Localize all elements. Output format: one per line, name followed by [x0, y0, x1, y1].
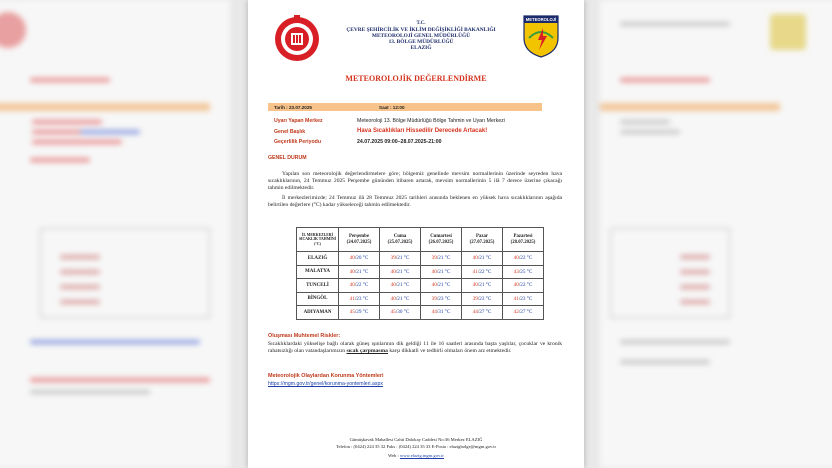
table-temp-cell — [421, 306, 462, 320]
table-temp-cell — [503, 279, 544, 293]
max-temp: 40 — [349, 282, 355, 289]
min-temp: 21 — [438, 268, 444, 275]
table-city-cell: TUNCELİ — [297, 279, 339, 293]
temp-separator: / — [477, 282, 480, 289]
blurred-line — [30, 390, 150, 394]
blurred-line — [30, 78, 110, 82]
temp-separator: / — [518, 255, 521, 262]
temp-unit: °C — [485, 268, 492, 275]
max-temp: 39 — [431, 255, 437, 262]
min-temp: 23 — [356, 295, 362, 302]
blurred-line — [30, 340, 200, 344]
temp-separator: / — [436, 295, 439, 302]
temp-unit: °C — [403, 282, 410, 289]
temp-separator: / — [477, 268, 480, 275]
temp-unit: °C — [526, 268, 533, 275]
temp-separator: / — [354, 268, 357, 275]
blurred-cell — [60, 285, 100, 289]
temp-separator: / — [436, 255, 439, 262]
day-header — [462, 228, 503, 252]
footer-contact: Telefon : (0424) 224 35 32 Faks : (0424) 224 35 33 E-Posta : elazigbolge@mgm.gov.tr — [335, 444, 497, 449]
min-temp: 25 — [520, 268, 526, 275]
min-temp: 21 — [397, 255, 403, 262]
meta-label-center: Uyarı Yapan Merkez — [274, 118, 323, 124]
table-row — [297, 265, 544, 279]
temp-separator: / — [518, 309, 521, 316]
temp-separator: / — [477, 309, 480, 316]
max-temp: 40 — [472, 255, 478, 262]
blurred-background-document-left — [0, 0, 230, 468]
day-date: (24.07.2025) — [346, 239, 372, 245]
paragraph-general: Yapılan son meteorolojik değerlendirmelere göre; bölgemiz genelinde mevsim normallerinin üzerinde seyreden hava sıcaklıklarının, 24 Temmuz 2025 Perşembe gününden itibaren artarak, mevsim normallerinin 5 ilâ 7 derece üzerine çıkacağı tahmin edilmektedir. — [268, 171, 562, 191]
risks-emphasis: sıcak çarpmasına — [346, 347, 388, 354]
min-temp: 27 — [520, 309, 526, 316]
blurred-logo — [0, 12, 26, 48]
min-temp: 22 — [479, 268, 485, 275]
max-temp: 44 — [472, 309, 478, 316]
blurred-line — [30, 158, 90, 162]
footer-web-link[interactable]: www.elazig.mgm.gov.tr — [399, 453, 444, 458]
temp-separator: / — [436, 282, 439, 289]
temp-unit: °C — [485, 255, 492, 262]
table-temp-cell — [462, 306, 503, 320]
table-temp-cell — [339, 252, 380, 266]
table-row — [297, 306, 544, 320]
temp-unit: °C — [526, 255, 533, 262]
temp-separator: / — [436, 309, 439, 316]
temp-separator: / — [436, 268, 439, 275]
blurred-line — [620, 120, 670, 124]
general-situation-heading: GENEL DURUM — [268, 155, 307, 161]
issue-time: Saat : 12:00 — [379, 104, 405, 110]
day-date: (25.07.2025) — [387, 239, 413, 245]
temp-unit: °C — [485, 295, 492, 302]
day-header — [503, 228, 544, 252]
max-temp: 40 — [390, 282, 396, 289]
table-row — [297, 279, 544, 293]
table-row — [297, 292, 544, 306]
temp-unit: °C — [526, 295, 533, 302]
meta-value-period: 24.07.2025 09:00–28.07.2025-21:00 — [357, 139, 442, 145]
blurred-cell — [680, 255, 710, 259]
blurred-logo — [770, 14, 806, 50]
temperature-table — [296, 227, 544, 320]
table-city-cell: MALATYA — [297, 265, 339, 279]
day-name: Pazar — [476, 233, 488, 239]
temp-unit: °C — [403, 255, 410, 262]
temp-separator: / — [395, 268, 398, 275]
table-temp-cell — [421, 252, 462, 266]
blurred-line — [620, 340, 730, 344]
temp-separator: / — [518, 282, 521, 289]
footer-address: Gümüşkavak Mahallesi Cahit Dalokay Caddesi No:36 Merkez ELAZIĞ — [349, 437, 483, 442]
max-temp: 40 — [431, 282, 437, 289]
blurred-line — [32, 120, 102, 124]
table-row — [297, 252, 544, 266]
temp-unit: °C — [485, 282, 492, 289]
table-city-cell: ADIYAMAN — [297, 306, 339, 320]
meta-label-period: Geçerlilik Periyodu — [274, 139, 321, 145]
temp-unit: °C — [526, 309, 533, 316]
paragraph-forecast: İl merkezlerimizde; 24 Temmuz ilâ 28 Temmuz 2025 tarihleri arasında beklenen en yüksek hava sıcaklıklarının aşağıda belirtilen değerlere (°C) kadar yükseleceği tahmin edilmektedir. — [268, 195, 562, 208]
temp-unit: °C — [362, 255, 369, 262]
max-temp: 44 — [431, 309, 437, 316]
blurred-cell — [680, 285, 710, 289]
min-temp: 31 — [438, 309, 444, 316]
min-temp: 21 — [397, 268, 403, 275]
protection-heading: Meteorolojik Olaylardan Korunma Yöntemleri — [268, 373, 384, 379]
min-temp: 20 — [356, 255, 362, 262]
temp-separator: / — [354, 295, 357, 302]
table-temp-cell — [339, 265, 380, 279]
ministry-logo-icon — [274, 13, 320, 63]
temp-separator: / — [518, 268, 521, 275]
max-temp: 45 — [349, 309, 355, 316]
table-city-cell: ELAZIĞ — [297, 252, 339, 266]
table-temp-cell — [380, 265, 421, 279]
protection-link[interactable]: https://mgm.gov.tr/genel/korunma-yontemleri.aspx — [268, 381, 383, 387]
temp-separator: / — [395, 255, 398, 262]
temp-unit: °C — [362, 295, 369, 302]
table-temp-cell — [503, 306, 544, 320]
table-city-cell: BİNGÖL — [297, 292, 339, 306]
temp-unit: °C — [444, 282, 451, 289]
min-temp: 22 — [520, 255, 526, 262]
blurred-cell — [60, 255, 100, 259]
min-temp: 21 — [438, 255, 444, 262]
temp-unit: °C — [403, 268, 410, 275]
footer-web — [248, 453, 584, 458]
blurred-table — [610, 228, 730, 318]
max-temp: 40 — [390, 268, 396, 275]
min-temp: 29 — [356, 309, 362, 316]
meta-value-center: Meteoroloji 13. Bölge Müdürlüğü Bölge Tahmin ve Uyarı Merkezi — [357, 118, 505, 124]
min-temp: 22 — [520, 282, 526, 289]
blurred-line — [600, 103, 780, 111]
blurred-line — [32, 140, 122, 144]
max-temp: 41 — [513, 295, 519, 302]
max-temp: 45 — [390, 309, 396, 316]
temp-separator: / — [395, 295, 398, 302]
temp-separator: / — [518, 295, 521, 302]
min-temp: 21 — [397, 295, 403, 302]
table-temp-cell — [421, 292, 462, 306]
min-temp: 21 — [479, 255, 485, 262]
blurred-line — [80, 130, 140, 134]
blurred-cell — [680, 300, 710, 304]
table-corner-header: İL MERKEZLERİ SICAKLIK TAHMİNİ (°C) — [297, 228, 339, 252]
table-temp-cell — [380, 252, 421, 266]
table-temp-cell — [339, 306, 380, 320]
blurred-line — [620, 22, 730, 26]
header-directorate: METEOROLOJİ GENEL MÜDÜRLÜĞÜ — [371, 33, 471, 39]
max-temp: 40 — [513, 255, 519, 262]
temp-unit: °C — [403, 309, 410, 316]
min-temp: 21 — [438, 282, 444, 289]
day-name: Perşembe — [349, 233, 369, 239]
max-temp: 41 — [472, 268, 478, 275]
table-temp-cell — [339, 292, 380, 306]
day-name: Pazartesi — [513, 233, 533, 239]
risks-text-after: karşı dikkatli ve tedbirli olmaları önem arz etmektedir. — [387, 347, 512, 354]
day-name: Cumartesi — [430, 233, 452, 239]
max-temp: 40 — [513, 282, 519, 289]
table-temp-cell — [380, 279, 421, 293]
risks-heading: Oluşması Muhtemel Riskler: — [268, 333, 341, 339]
blurred-cell — [60, 300, 100, 304]
temp-unit: °C — [444, 255, 451, 262]
day-header — [421, 228, 462, 252]
day-date: (27.07.2025) — [469, 239, 495, 245]
max-temp: 40 — [431, 268, 437, 275]
table-temp-cell — [462, 252, 503, 266]
day-date: (26.07.2025) — [428, 239, 454, 245]
table-temp-cell — [503, 265, 544, 279]
blurred-line — [620, 130, 680, 134]
table-temp-cell — [503, 252, 544, 266]
min-temp: 21 — [356, 268, 362, 275]
meteorology-logo-text: METEOROLOJİ — [525, 17, 557, 23]
table-temp-cell — [380, 306, 421, 320]
max-temp: 39 — [472, 295, 478, 302]
temp-unit: °C — [444, 268, 451, 275]
document-page — [248, 0, 584, 468]
blurred-line — [620, 360, 710, 364]
day-header — [339, 228, 380, 252]
meteorology-logo-icon — [521, 14, 561, 58]
risks-paragraph — [268, 341, 562, 355]
temp-separator: / — [477, 295, 480, 302]
temp-unit: °C — [485, 309, 492, 316]
document-title: METEOROLOJİK DEĞERLENDİRME — [345, 74, 487, 83]
risks-text-before: Sıcaklıklardaki yükselişe bağlı olarak güneş ışınlarının dik geldiği 11 ile 16 saatleri arasında başta yaşlılar, çocuklar ve kronik rahatsızlığı olan vatandaşlarımızın — [268, 341, 562, 354]
table-temp-cell — [380, 292, 421, 306]
min-temp: 27 — [479, 309, 485, 316]
day-header — [380, 228, 421, 252]
table-temp-cell — [462, 265, 503, 279]
temp-unit: °C — [444, 295, 451, 302]
temp-separator: / — [395, 282, 398, 289]
min-temp: 30 — [397, 309, 403, 316]
table-temp-cell — [421, 279, 462, 293]
max-temp: 40 — [349, 255, 355, 262]
max-temp: 39 — [431, 295, 437, 302]
temp-unit: °C — [444, 309, 451, 316]
temp-unit: °C — [403, 295, 410, 302]
min-temp: 23 — [438, 295, 444, 302]
header-ministry: ÇEVRE ŞEHİRCİLİK VE İKLİM DEĞİŞİKLİĞİ BAKANLIĞI — [346, 27, 496, 33]
blurred-cell — [680, 270, 710, 274]
blurred-line — [620, 78, 710, 82]
temp-separator: / — [395, 309, 398, 316]
table-temp-cell — [503, 292, 544, 306]
meta-value-title: Hava Sıcaklıkları Hissedilir Derecede Artacak! — [357, 128, 488, 134]
day-date: (28.07.2025) — [510, 239, 536, 245]
header-line-tc: T.C. — [416, 21, 426, 26]
blurred-line — [0, 103, 210, 111]
table-temp-cell — [462, 292, 503, 306]
temp-unit: °C — [362, 268, 369, 275]
header-city: ELAZIĞ — [410, 45, 432, 51]
max-temp: 43 — [513, 268, 519, 275]
date-bar — [268, 103, 542, 111]
temp-unit: °C — [362, 309, 369, 316]
day-name: Cuma — [393, 233, 407, 239]
table-temp-cell — [462, 279, 503, 293]
min-temp: 21 — [397, 282, 403, 289]
blurred-line — [30, 378, 210, 382]
min-temp: 23 — [520, 295, 526, 302]
meta-label-title: Genel Başlık — [274, 129, 306, 135]
max-temp: 39 — [390, 255, 396, 262]
temp-separator: / — [354, 255, 357, 262]
temp-separator: / — [354, 309, 357, 316]
max-temp: 41 — [349, 295, 355, 302]
header-regional-office: 13. BÖLGE MÜDÜRLÜĞÜ — [388, 39, 454, 45]
blurred-background-document-right — [600, 0, 832, 468]
max-temp: 42 — [513, 309, 519, 316]
max-temp: 40 — [390, 295, 396, 302]
temp-separator: / — [354, 282, 357, 289]
min-temp: 21 — [479, 282, 485, 289]
max-temp: 40 — [349, 268, 355, 275]
min-temp: 22 — [356, 282, 362, 289]
temp-unit: °C — [362, 282, 369, 289]
blurred-cell — [60, 270, 100, 274]
temp-separator: / — [477, 255, 480, 262]
temp-unit: °C — [526, 282, 533, 289]
table-temp-cell — [339, 279, 380, 293]
max-temp: 40 — [472, 282, 478, 289]
min-temp: 23 — [479, 295, 485, 302]
table-header-row — [297, 228, 544, 252]
footer-web-label: Web : — [388, 453, 399, 458]
issue-date: Tarih : 23.07.2025 — [274, 104, 312, 110]
table-temp-cell — [421, 265, 462, 279]
